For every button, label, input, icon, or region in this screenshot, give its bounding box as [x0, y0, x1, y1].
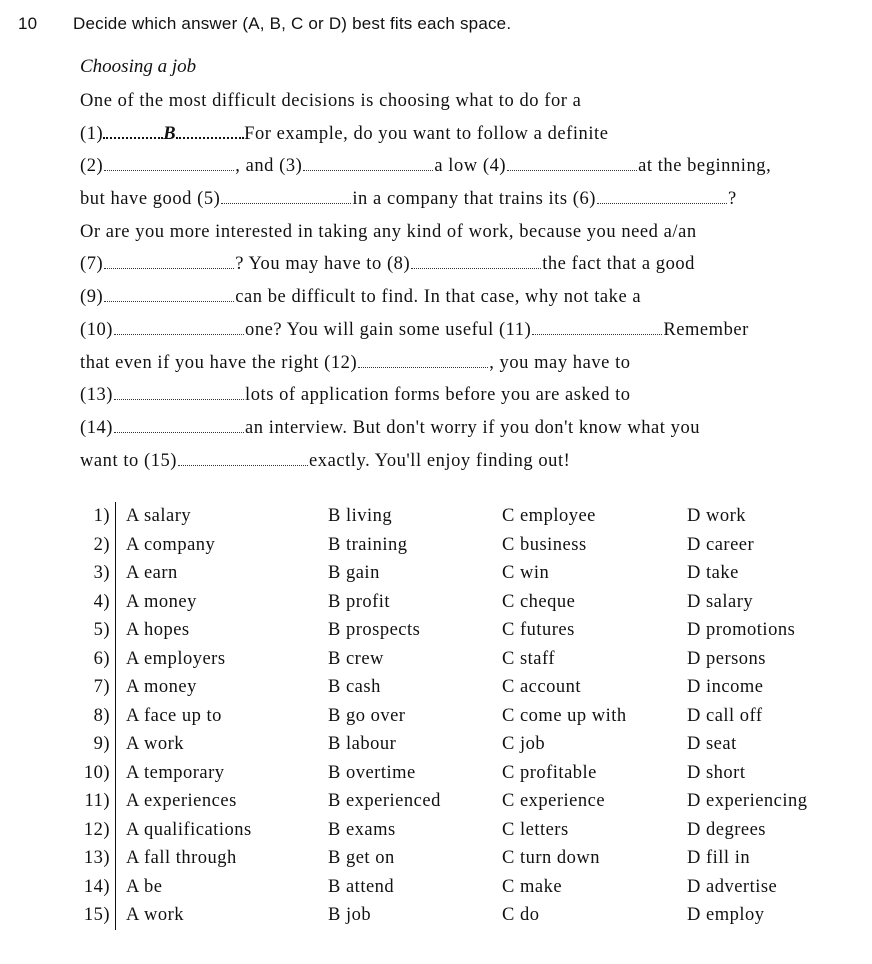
passage-segment: (9): [80, 287, 104, 308]
passage-title: Choosing a job: [80, 56, 197, 77]
question-number: 11): [84, 791, 110, 811]
answered-blank[interactable]: [103, 124, 244, 144]
option-d[interactable]: D seat: [687, 734, 737, 754]
passage-segment: (2): [80, 156, 104, 177]
divider: [115, 702, 116, 731]
passage-line: [80, 218, 850, 251]
option-c[interactable]: C experience: [502, 791, 606, 811]
passage-line: [80, 283, 850, 316]
option-b[interactable]: B go over: [328, 705, 406, 726]
passage-segment: For example, do you want to follow a definite: [244, 123, 609, 144]
passage-line: [80, 349, 850, 382]
answer-blank[interactable]: [303, 156, 433, 171]
option-d[interactable]: D short: [687, 762, 746, 783]
answer-blank[interactable]: [221, 189, 351, 204]
passage-line: [80, 185, 850, 218]
passage-segment: one? You will gain some useful (11): [245, 319, 532, 340]
question-number: 4): [93, 591, 110, 612]
option-d[interactable]: D experiencing: [687, 791, 808, 811]
option-c[interactable]: C profitable: [502, 762, 597, 783]
option-b[interactable]: B labour: [328, 734, 397, 754]
passage-segment: One of the most difficult decisions is choosing what to do for a: [80, 91, 582, 111]
divider: [115, 616, 116, 645]
divider: [115, 673, 116, 702]
passage-segment: exactly. You'll enjoy finding out!: [309, 450, 571, 471]
answer-blank[interactable]: [114, 320, 244, 335]
passage-segment: ?: [728, 189, 737, 210]
divider: [115, 588, 116, 617]
passage-line: [80, 414, 850, 447]
option-c[interactable]: C business: [502, 534, 587, 555]
question-number: 9): [93, 734, 110, 754]
option-d[interactable]: D promotions: [687, 620, 796, 640]
option-d[interactable]: D employ: [687, 905, 765, 925]
divider: [115, 787, 116, 816]
divider: [115, 901, 116, 930]
example-answer: B: [163, 123, 177, 144]
option-b[interactable]: B attend: [328, 876, 395, 897]
option-a[interactable]: A experiences: [126, 791, 237, 811]
option-a[interactable]: A work: [126, 905, 184, 925]
option-b[interactable]: B crew: [328, 648, 384, 669]
option-d[interactable]: D persons: [687, 648, 767, 669]
option-b[interactable]: B exams: [328, 819, 396, 840]
question-number: 2): [93, 534, 110, 555]
option-b[interactable]: B overtime: [328, 762, 416, 783]
passage-segment: Or are you more interested in taking any kind of work, because you need a/an: [80, 221, 697, 242]
passage-segment: at the beginning,: [638, 156, 772, 177]
option-c[interactable]: C job: [502, 734, 546, 754]
exercise-instruction: Decide which answer (A, B, C or D) best fits each space.: [73, 14, 512, 33]
option-d[interactable]: D work: [687, 506, 747, 526]
option-a[interactable]: A earn: [126, 563, 178, 583]
divider: [115, 531, 116, 560]
option-a[interactable]: A money: [126, 677, 197, 697]
passage-segment: lots of application forms before you are asked to: [245, 385, 631, 406]
passage-segment: but have good (5): [80, 189, 221, 210]
answer-blank[interactable]: [104, 287, 234, 302]
option-d[interactable]: D take: [687, 563, 739, 583]
answer-blank[interactable]: [104, 254, 234, 269]
question-number: 14): [83, 876, 110, 897]
dotted-leader: [176, 125, 244, 139]
answer-blank[interactable]: [411, 254, 541, 269]
passage-line: [80, 250, 850, 283]
question-number: 3): [93, 563, 110, 583]
passage-segment: want to (15): [80, 450, 178, 471]
passage-segment: , and (3): [235, 156, 303, 177]
question-number: 12): [83, 819, 110, 840]
option-c[interactable]: C win: [502, 563, 550, 583]
passage-line: [80, 381, 850, 414]
option-d[interactable]: D advertise: [687, 876, 778, 897]
question-number: 5): [93, 620, 110, 640]
option-a[interactable]: A face up to: [126, 705, 222, 726]
option-c[interactable]: C make: [502, 876, 563, 897]
question-number: 8): [93, 705, 110, 726]
passage-text: [80, 87, 850, 479]
option-a[interactable]: A company: [126, 534, 216, 555]
passage-line: [80, 87, 850, 120]
question-number: 7): [93, 677, 110, 697]
divider: [115, 645, 116, 674]
option-d[interactable]: D fill in: [687, 848, 751, 868]
passage-segment: (1): [80, 123, 104, 144]
option-b[interactable]: B living: [328, 506, 393, 526]
option-a[interactable]: A qualifications: [126, 819, 252, 840]
question-number: 15): [83, 905, 110, 925]
answer-blank[interactable]: [358, 353, 488, 368]
dotted-leader: [103, 125, 163, 139]
answer-blank[interactable]: [114, 418, 244, 433]
option-b[interactable]: B training: [328, 534, 408, 555]
passage-segment: (10): [80, 319, 114, 340]
question-number: 13): [83, 848, 110, 868]
option-d[interactable]: D income: [687, 677, 764, 697]
passage-line: [80, 120, 850, 153]
option-a[interactable]: A hopes: [126, 620, 190, 640]
option-a[interactable]: A temporary: [126, 762, 225, 783]
option-a[interactable]: A work: [126, 734, 184, 754]
option-c[interactable]: C futures: [502, 620, 575, 640]
passage-segment: a low (4): [434, 156, 507, 177]
option-d[interactable]: D degrees: [687, 819, 766, 840]
option-a[interactable]: A be: [126, 876, 163, 897]
answer-blank[interactable]: [114, 385, 244, 400]
option-a[interactable]: A employers: [126, 648, 226, 669]
option-b[interactable]: B cash: [328, 677, 381, 697]
option-b[interactable]: B prospects: [328, 620, 421, 640]
passage-segment: an interview. But don't worry if you don't know what you: [245, 417, 701, 438]
option-b[interactable]: B profit: [328, 591, 391, 612]
question-number: 6): [93, 648, 110, 669]
divider: [115, 873, 116, 902]
option-c[interactable]: C come up with: [502, 705, 627, 726]
option-c[interactable]: C do: [502, 905, 540, 925]
option-d[interactable]: D call off: [687, 705, 763, 726]
option-c[interactable]: C staff: [502, 648, 556, 669]
option-c[interactable]: C turn down: [502, 848, 600, 868]
option-b[interactable]: B get on: [328, 848, 395, 868]
option-c[interactable]: C cheque: [502, 591, 576, 612]
option-b[interactable]: B experienced: [328, 791, 441, 811]
answer-blank[interactable]: [104, 156, 234, 171]
option-a[interactable]: A money: [126, 591, 197, 612]
divider: [115, 816, 116, 845]
passage-segment: (13): [80, 385, 114, 406]
passage-segment: Remember: [663, 319, 749, 340]
option-c[interactable]: C letters: [502, 819, 569, 840]
divider: [115, 502, 116, 531]
divider: [115, 844, 116, 873]
answer-blank[interactable]: [178, 451, 308, 466]
question-number: 1): [93, 506, 110, 526]
option-b[interactable]: B gain: [328, 563, 380, 583]
answer-blank[interactable]: [507, 156, 637, 171]
option-d[interactable]: D career: [687, 534, 755, 555]
divider: [115, 559, 116, 588]
passage-segment: the fact that a good: [542, 254, 695, 275]
passage-segment: (14): [80, 417, 114, 438]
divider: [115, 730, 116, 759]
passage-segment: in a company that trains its (6): [352, 189, 597, 210]
answer-blank[interactable]: [597, 189, 727, 204]
option-c[interactable]: C account: [502, 677, 581, 697]
question-number: 10): [83, 762, 110, 783]
option-c[interactable]: C employee: [502, 506, 596, 526]
option-a[interactable]: A salary: [126, 506, 192, 526]
passage-segment: (7): [80, 254, 104, 275]
option-a[interactable]: A fall through: [126, 848, 237, 868]
passage-line: [80, 316, 850, 349]
answer-blank[interactable]: [532, 320, 662, 335]
option-b[interactable]: B job: [328, 905, 372, 925]
option-d[interactable]: D salary: [687, 591, 754, 612]
divider: [115, 759, 116, 788]
passage-segment: that even if you have the right (12): [80, 352, 358, 373]
passage-line: [80, 447, 850, 480]
passage-segment: , you may have to: [489, 352, 631, 373]
exercise-number: 10: [18, 14, 38, 33]
passage-line: [80, 152, 850, 185]
passage-segment: ? You may have to (8): [235, 254, 411, 275]
passage-segment: can be difficult to find. In that case, why not take a: [235, 287, 642, 308]
